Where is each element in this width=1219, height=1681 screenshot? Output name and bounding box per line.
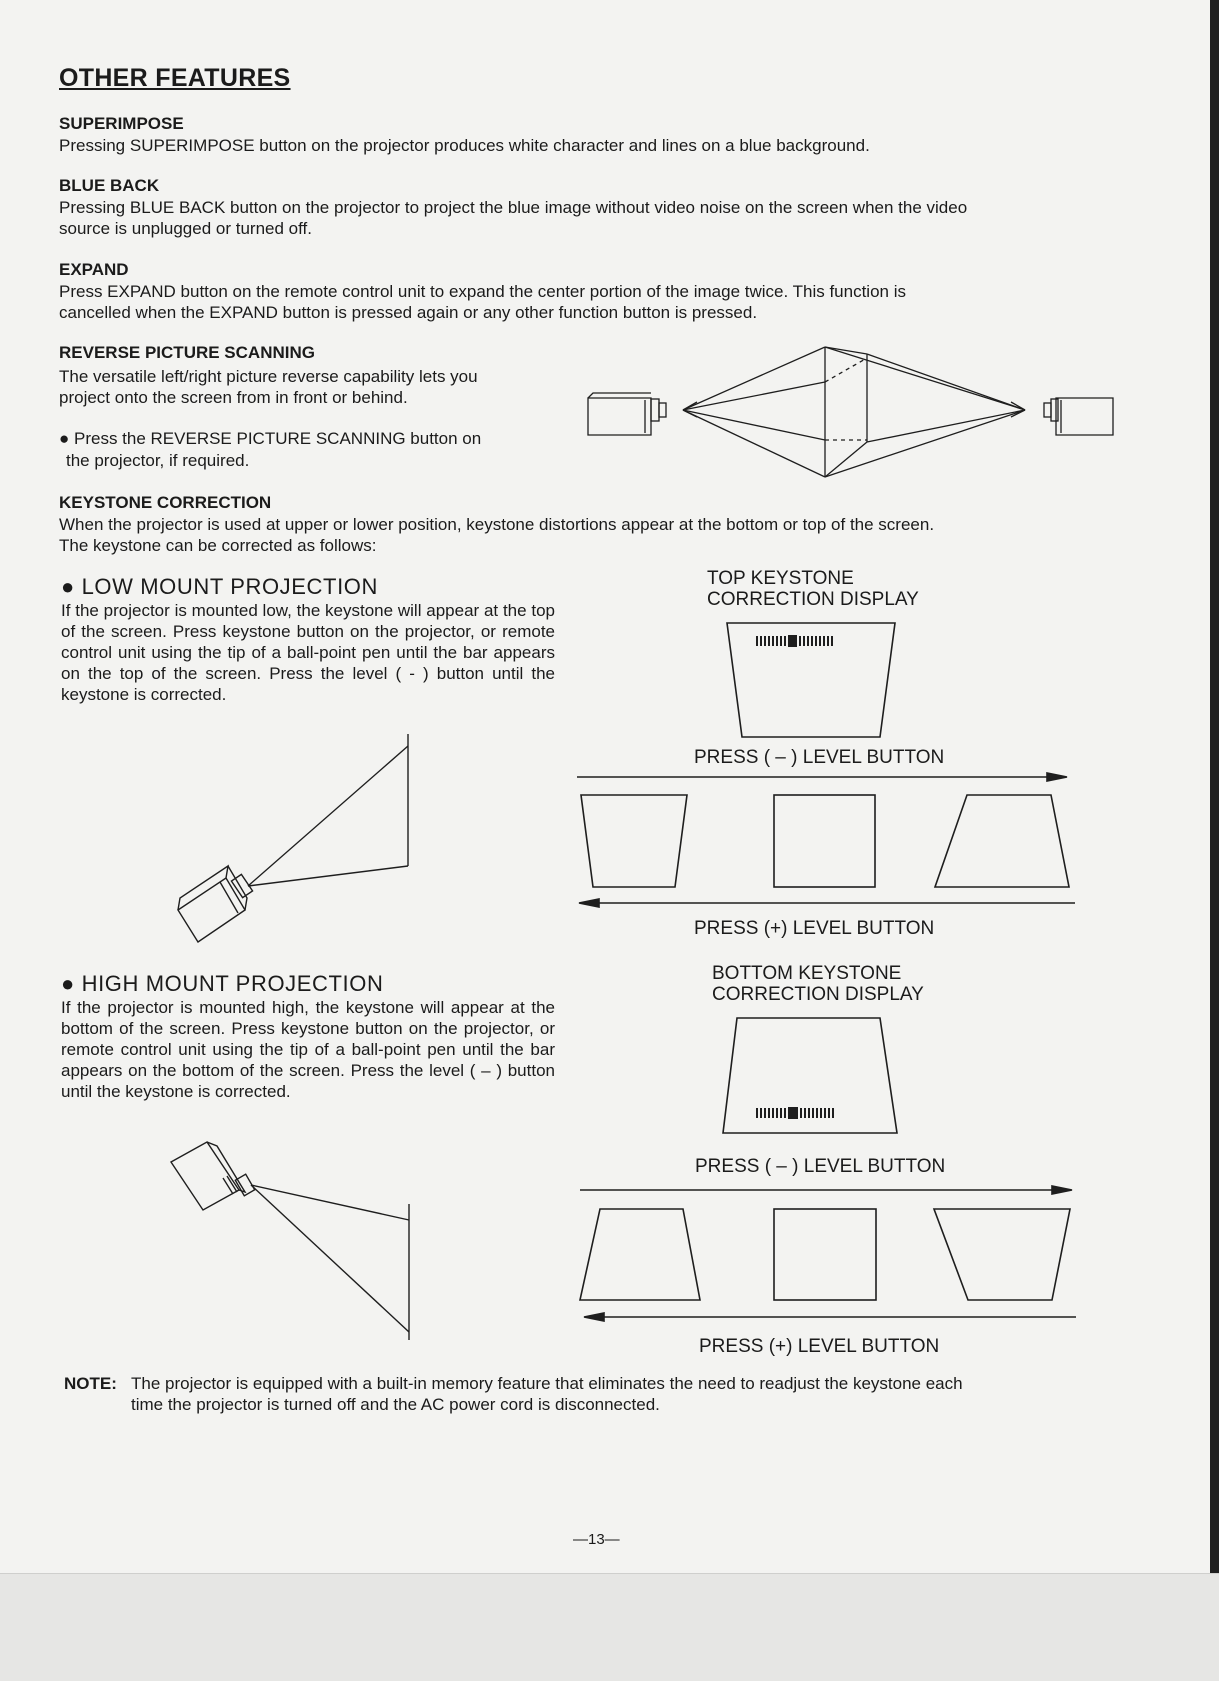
top-keystone-display-screen bbox=[725, 620, 900, 740]
reverse-bullet-line-2: the projector, if required. bbox=[66, 451, 250, 470]
left-projector-icon bbox=[588, 393, 666, 435]
bottom-keystone-sequence bbox=[578, 1183, 1078, 1328]
reverse-scanning-diagram bbox=[585, 340, 1125, 485]
blue-back-heading: BLUE BACK bbox=[59, 176, 160, 195]
blue-back-line-1: Pressing BLUE BACK button on the projector to project the blue image without video noise on the screen when the video bbox=[59, 198, 968, 217]
reverse-line-1: The versatile left/right picture reverse capability lets you bbox=[59, 367, 478, 386]
blue-back-line-2: source is unplugged or turned off. bbox=[59, 219, 312, 238]
note-line-1: The projector is equipped with a built-in memory feature that eliminates the need to readjust the keystone each bbox=[131, 1374, 963, 1393]
reverse-bullet-line-1: ● Press the REVERSE PICTURE SCANNING button on bbox=[59, 429, 482, 448]
superimpose-text: Pressing SUPERIMPOSE button on the projector produces white character and lines on a blue background. bbox=[59, 136, 870, 155]
top-keystone-sequence bbox=[575, 770, 1075, 915]
expand-line-2: cancelled when the EXPAND button is pressed again or any other function button is pressed. bbox=[59, 303, 758, 322]
high-mount-illustration bbox=[165, 1138, 425, 1343]
right-projector-icon bbox=[1044, 398, 1113, 435]
top-press-minus-label: PRESS ( – ) LEVEL BUTTON bbox=[694, 747, 945, 768]
reverse-line-2: project onto the screen from in front or behind. bbox=[59, 388, 408, 407]
bottom-display-title-line-2: CORRECTION DISPLAY bbox=[712, 984, 924, 1005]
projector-high-icon bbox=[171, 1142, 255, 1210]
reverse-heading: REVERSE PICTURE SCANNING bbox=[59, 343, 315, 362]
page-number: —13— bbox=[573, 1531, 620, 1548]
top-press-plus-label: PRESS (+) LEVEL BUTTON bbox=[694, 918, 935, 939]
low-mount-illustration bbox=[170, 730, 420, 950]
superimpose-heading: SUPERIMPOSE bbox=[59, 114, 184, 133]
top-display-title-line-1: TOP KEYSTONE bbox=[707, 568, 854, 589]
expand-heading: EXPAND bbox=[59, 260, 129, 279]
page-binding-edge bbox=[1210, 0, 1219, 1573]
keystone-heading: KEYSTONE CORRECTION bbox=[59, 493, 272, 512]
note-line-2: time the projector is turned off and the AC power cord is disconnected. bbox=[131, 1395, 660, 1414]
scan-background bbox=[0, 1573, 1219, 1681]
page-title: OTHER FEATURES bbox=[59, 64, 291, 92]
bottom-keystone-display-screen bbox=[720, 1015, 900, 1137]
high-mount-heading: ● HIGH MOUNT PROJECTION bbox=[61, 971, 384, 996]
bottom-level-bar-indicator bbox=[756, 1107, 834, 1119]
keystone-line-1: When the projector is used at upper or lower position, keystone distortions appear at the bottom or top of the screen. bbox=[59, 515, 935, 534]
note-label: NOTE: bbox=[64, 1374, 117, 1393]
keystone-line-2: The keystone can be corrected as follows: bbox=[59, 536, 377, 555]
bottom-press-minus-label: PRESS ( – ) LEVEL BUTTON bbox=[695, 1156, 946, 1177]
bottom-press-plus-label: PRESS (+) LEVEL BUTTON bbox=[699, 1336, 940, 1357]
high-mount-text: If the projector is mounted high, the keystone will appear at the bottom of the screen. Press keystone button on the projector, or remote control unit using the tip of a ball-point pen until the bar appears on the bottom of the screen. Press the level ( – ) button until the keystone is corrected. bbox=[61, 998, 555, 1101]
top-display-title-line-2: CORRECTION DISPLAY bbox=[707, 589, 919, 610]
projector-low-icon bbox=[178, 866, 253, 942]
top-level-bar-indicator bbox=[756, 635, 833, 647]
low-mount-heading: ● LOW MOUNT PROJECTION bbox=[61, 574, 378, 599]
bottom-display-title-line-1: BOTTOM KEYSTONE bbox=[712, 963, 902, 984]
low-mount-text: If the projector is mounted low, the keystone will appear at the top of the screen. Press keystone button on the projector, or remote control unit using the tip of a ball-point pen until the bar appears on the top of the screen. Press the level ( - ) button until the keystone is corrected. bbox=[61, 601, 555, 704]
expand-line-1: Press EXPAND button on the remote control unit to expand the center portion of the image twice. This function is bbox=[59, 282, 906, 301]
